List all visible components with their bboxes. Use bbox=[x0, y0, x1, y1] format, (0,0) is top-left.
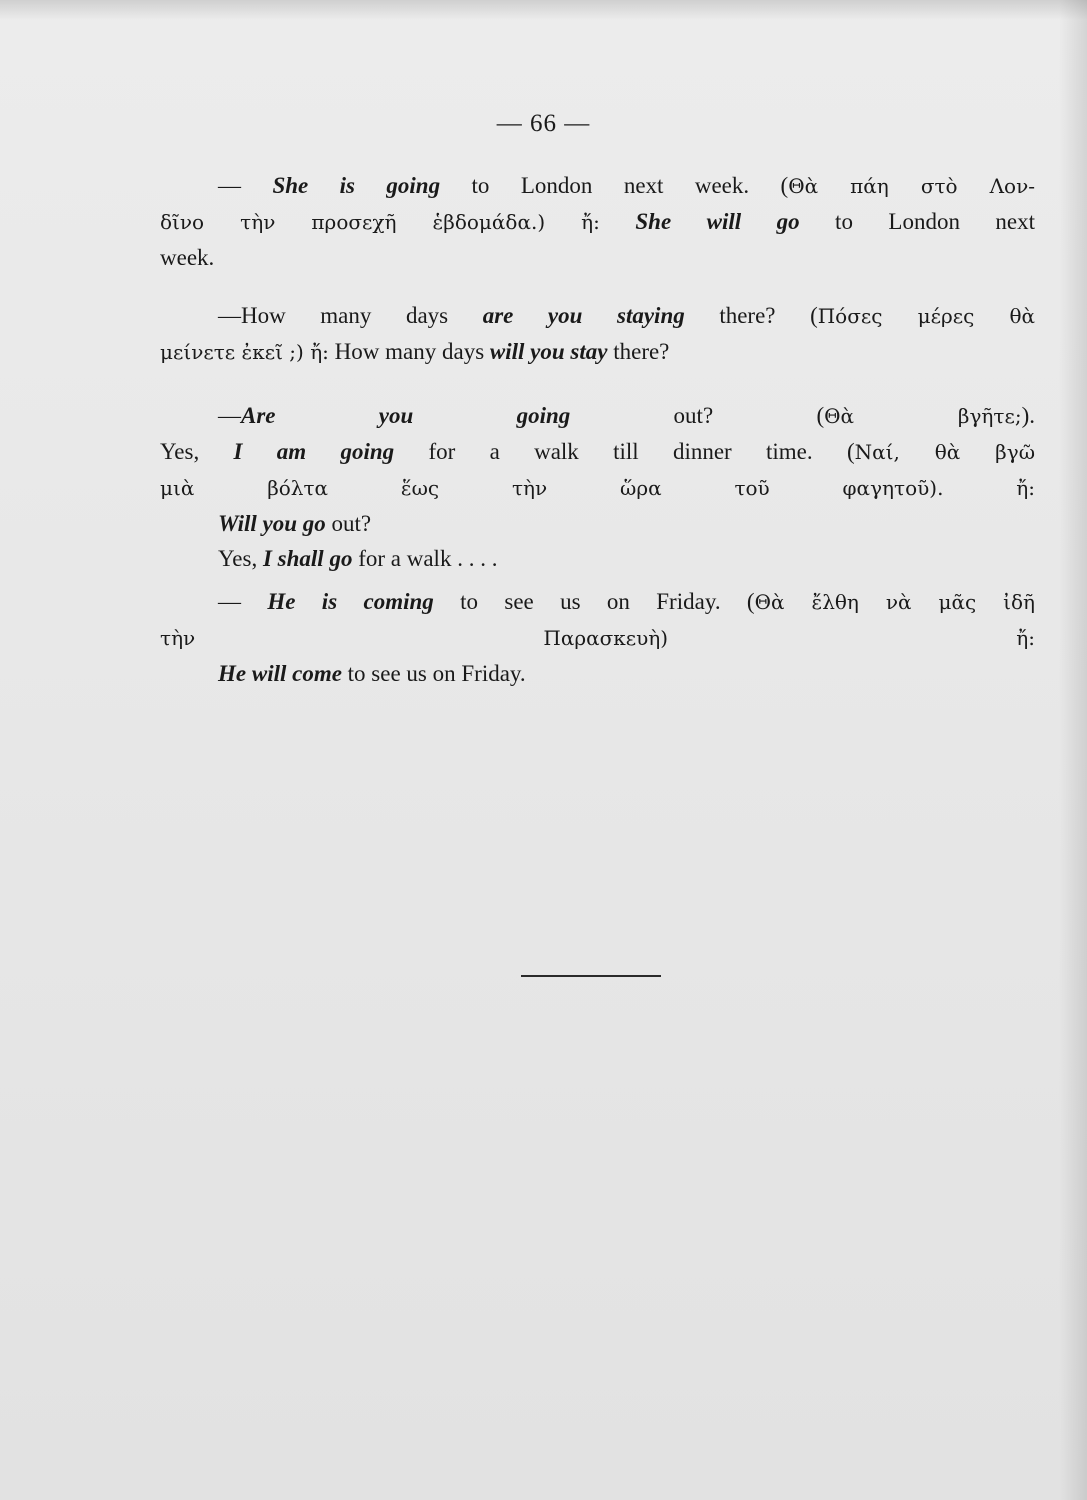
text-segment: week. bbox=[160, 245, 215, 270]
text-line bbox=[160, 584, 1035, 620]
text-line bbox=[160, 204, 1035, 240]
greek-translation: Θὰ πάη στὸ Λον- bbox=[788, 174, 1036, 198]
text-line bbox=[160, 541, 1035, 576]
text-line bbox=[160, 506, 1035, 541]
text-segment: ). bbox=[1021, 403, 1035, 428]
greek-translation: Θὰ ἔλθη νὰ μᾶς ἰδῆ bbox=[754, 590, 1036, 614]
emphasized-phrase: Are you going bbox=[241, 403, 571, 428]
text-segment: — bbox=[218, 589, 268, 614]
text-line bbox=[160, 398, 1035, 434]
text-line bbox=[160, 434, 1035, 470]
text-line bbox=[160, 168, 1035, 204]
emphasized-phrase: He is coming bbox=[267, 589, 434, 614]
paragraph bbox=[160, 298, 1035, 370]
paragraph bbox=[160, 168, 1035, 275]
greek-translation: δῖνο τὴν προσεχῆ ἑβδομάδα.) ἤ: bbox=[160, 210, 600, 234]
text-segment: How many days bbox=[328, 339, 490, 364]
text-segment: to London next week. ( bbox=[440, 173, 789, 198]
greek-translation: Ναί, θὰ βγῶ bbox=[854, 440, 1036, 464]
text-segment: —How many days bbox=[218, 303, 483, 328]
emphasized-phrase: She is going bbox=[272, 173, 441, 198]
text-segment: for a walk till dinner time. ( bbox=[394, 439, 855, 464]
text-line bbox=[160, 470, 1035, 506]
text-line bbox=[160, 620, 1035, 656]
text-segment: to see us on Friday. ( bbox=[433, 589, 755, 614]
page-edge-shadow bbox=[1059, 0, 1087, 1500]
text-segment: — bbox=[218, 173, 273, 198]
text-segment bbox=[600, 209, 635, 234]
text-segment: Yes, bbox=[160, 439, 234, 464]
greek-translation: Πόσες μέρες θὰ bbox=[817, 304, 1036, 328]
page-number: — 66 — bbox=[496, 110, 591, 137]
text-segment: out? bbox=[325, 511, 372, 536]
text-segment: there? bbox=[607, 339, 670, 364]
greek-translation: Θὰ βγῆτε; bbox=[824, 404, 1022, 428]
emphasized-phrase: Will you go bbox=[218, 511, 326, 536]
page-top-shadow bbox=[0, 0, 1087, 20]
section-divider bbox=[521, 975, 661, 977]
greek-translation: μείνετε ἐκεῖ ;) ἤ: bbox=[160, 340, 329, 364]
text-line bbox=[160, 656, 1035, 691]
emphasized-phrase: I am going bbox=[233, 439, 395, 464]
emphasized-phrase: I shall go bbox=[262, 546, 353, 571]
emphasized-phrase: will you stay bbox=[489, 339, 608, 364]
text-segment: out? ( bbox=[570, 403, 825, 428]
emphasized-phrase: are you staying bbox=[482, 303, 685, 328]
paragraph bbox=[160, 584, 1035, 691]
text-segment: — bbox=[218, 403, 241, 428]
text-line bbox=[160, 240, 1035, 275]
text-segment: there? ( bbox=[684, 303, 818, 328]
greek-translation: μιὰ βόλτα ἕως τὴν ὥρα τοῦ φαγητοῦ). ἤ: bbox=[160, 476, 1035, 500]
emphasized-phrase: He will come bbox=[218, 661, 342, 686]
text-segment: for a walk . . . . bbox=[352, 546, 498, 571]
text-segment: Yes, bbox=[218, 546, 263, 571]
text-segment: to London next bbox=[799, 209, 1035, 234]
paragraph bbox=[160, 398, 1035, 576]
text-line bbox=[160, 334, 1035, 370]
text-line bbox=[160, 298, 1035, 334]
greek-translation: τὴν Παρασκευὴ) ἤ: bbox=[160, 626, 1035, 650]
text-segment: to see us on Friday. bbox=[341, 661, 526, 686]
emphasized-phrase: She will go bbox=[635, 209, 800, 234]
